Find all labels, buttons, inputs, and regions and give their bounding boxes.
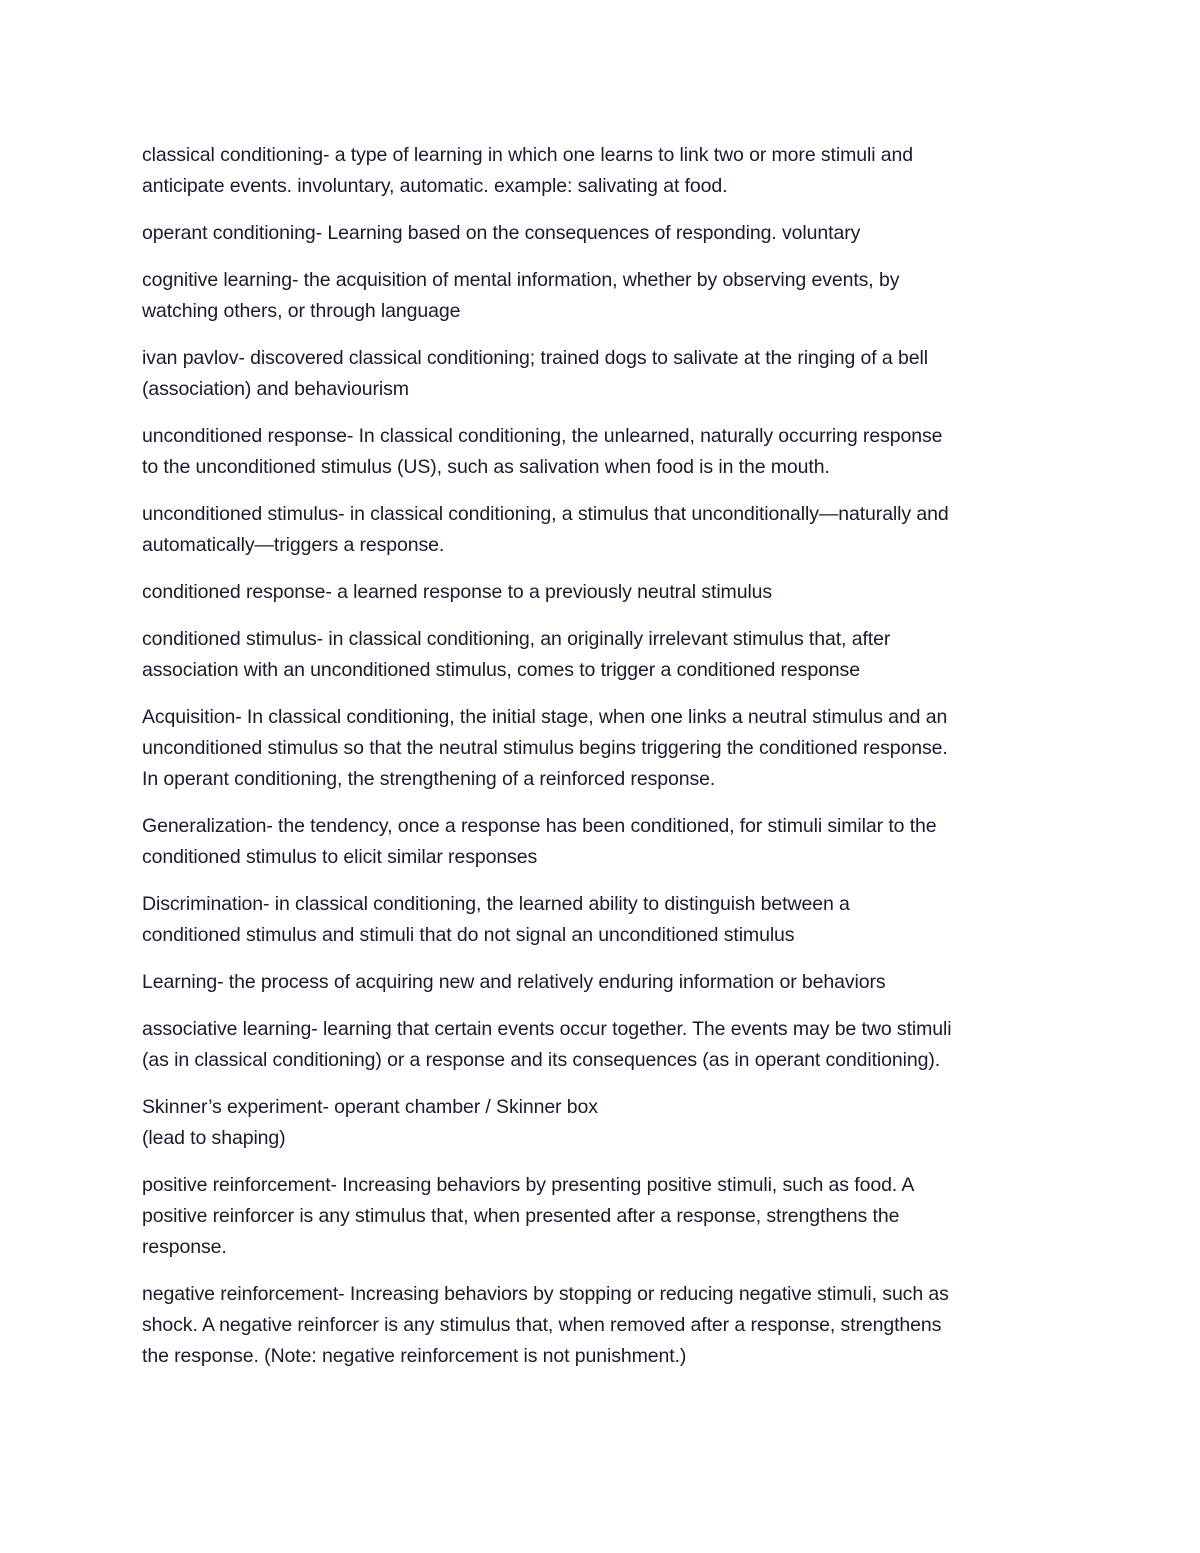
entry-line: automatically—triggers a response. xyxy=(142,534,445,556)
entry-line: Generalization- the tendency, once a response has been conditioned, for stimuli similar to the xyxy=(142,815,937,837)
entry-line: association with an unconditioned stimulus, comes to trigger a conditioned response xyxy=(142,659,860,681)
term-entry xyxy=(142,624,1072,686)
entry-line: watching others, or through language xyxy=(142,300,461,322)
entry-line: conditioned response- a learned response to a previously neutral stimulus xyxy=(142,581,773,603)
entry-line: cognitive learning- the acquisition of mental information, whether by observing events, by xyxy=(142,269,900,291)
term-entry xyxy=(142,967,1072,998)
entry-line: Discrimination- in classical conditioning, the learned ability to distinguish between a xyxy=(142,893,850,915)
term-entry xyxy=(142,421,1072,483)
term-entry xyxy=(142,1092,1072,1154)
entry-line: unconditioned stimulus- in classical conditioning, a stimulus that unconditionally—naturally and xyxy=(142,503,949,525)
entry-line: conditioned stimulus and stimuli that do not signal an unconditioned stimulus xyxy=(142,924,795,946)
entry-line: conditioned stimulus to elicit similar responses xyxy=(142,846,538,868)
entry-line: Acquisition- In classical conditioning, the initial stage, when one links a neutral stimulus and an xyxy=(142,706,948,728)
entry-line: positive reinforcement- Increasing behaviors by presenting positive stimuli, such as food. A xyxy=(142,1174,915,1196)
term-entry xyxy=(142,702,1072,795)
entry-line: unconditioned stimulus so that the neutral stimulus begins triggering the conditioned response. xyxy=(142,737,948,759)
term-entry xyxy=(142,811,1072,873)
entry-line: positive reinforcer is any stimulus that, when presented after a response, strengthens the xyxy=(142,1205,900,1227)
term-entry xyxy=(142,343,1072,405)
term-entry xyxy=(142,1014,1072,1076)
entry-line: operant conditioning- Learning based on the consequences of responding. voluntary xyxy=(142,222,861,244)
term-entry xyxy=(142,889,1072,951)
entry-line: shock. A negative reinforcer is any stimulus that, when removed after a response, strengthens xyxy=(142,1314,942,1336)
entry-line: (as in classical conditioning) or a response and its consequences (as in operant conditioning). xyxy=(142,1049,941,1071)
entry-line: response. xyxy=(142,1236,227,1258)
term-entry xyxy=(142,1170,1072,1263)
entry-line: Learning- the process of acquiring new and relatively enduring information or behaviors xyxy=(142,971,886,993)
entry-line: (association) and behaviourism xyxy=(142,378,409,400)
entry-line: Skinner’s experiment- operant chamber / Skinner box xyxy=(142,1096,598,1118)
entry-line: classical conditioning- a type of learning in which one learns to link two or more stimuli and xyxy=(142,144,913,166)
entry-line: the response. (Note: negative reinforcement is not punishment.) xyxy=(142,1345,687,1367)
term-entry xyxy=(142,265,1072,327)
entry-line: conditioned stimulus- in classical conditioning, an originally irrelevant stimulus that, after xyxy=(142,628,891,650)
entry-line: anticipate events. involuntary, automatic. example: salivating at food. xyxy=(142,175,728,197)
term-entry xyxy=(142,218,1072,249)
entry-line: unconditioned response- In classical conditioning, the unlearned, naturally occurring response xyxy=(142,425,943,447)
term-entry xyxy=(142,1279,1072,1372)
entry-line: ivan pavlov- discovered classical conditioning; trained dogs to salivate at the ringing of a bell xyxy=(142,347,928,369)
document-body xyxy=(142,140,1072,1388)
entry-line: In operant conditioning, the strengthening of a reinforced response. xyxy=(142,768,716,790)
term-entry xyxy=(142,499,1072,561)
term-entry xyxy=(142,140,1072,202)
entry-line: negative reinforcement- Increasing behaviors by stopping or reducing negative stimuli, such as xyxy=(142,1283,949,1305)
entry-line: associative learning- learning that certain events occur together. The events may be two stimuli xyxy=(142,1018,952,1040)
entry-line: (lead to shaping) xyxy=(142,1127,286,1149)
term-entry xyxy=(142,577,1072,608)
entry-line: to the unconditioned stimulus (US), such as salivation when food is in the mouth. xyxy=(142,456,830,478)
